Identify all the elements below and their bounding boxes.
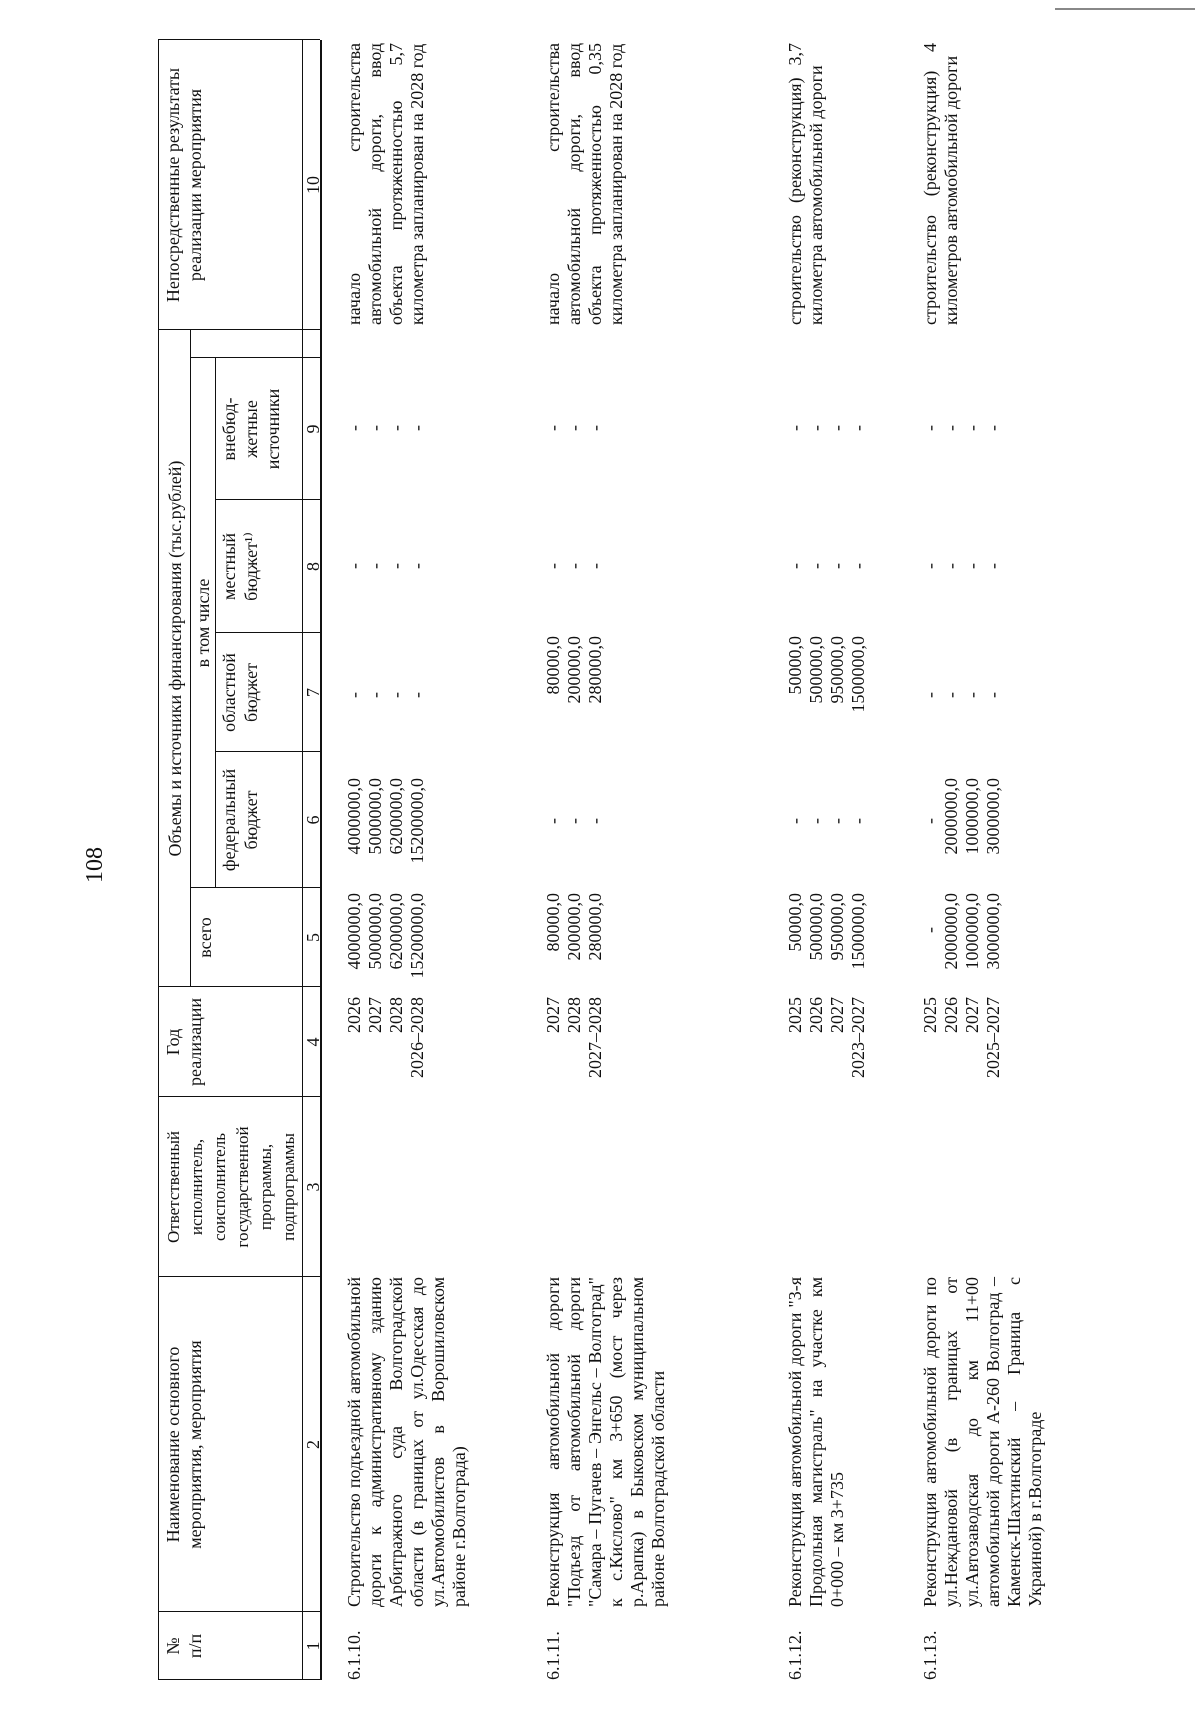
column-number: 9 [303,424,323,434]
row-name: Реконструкция автомобильной дороги по ул.Неждановой (в границах от ул.Автозаводская до км 11+00 автомобильной дороги А-260 Волгоград – Каменск-Шахтинский – Граница с Украиной) в г.Волгограде [920,1277,1045,1607]
column-number: 4 [303,1037,323,1047]
row-result: строительство (реконструкция) 4 километров автомобильной дороги [920,43,961,325]
header-in-total: в том числе [193,578,213,668]
row-number: 6.1.12. [785,1630,805,1680]
row-offbudget: - [407,425,427,431]
row-total: 280000,0 [585,893,605,961]
row-year: 2025–2027 [983,997,1003,1078]
row-year: 2027 [962,997,982,1033]
row-total: 50000,0 [785,893,805,952]
row-federal: - [848,818,868,824]
row-regional: - [407,692,427,698]
row-total: 1500000,0 [848,893,868,970]
row-offbudget: - [386,425,406,431]
row-regional: 500000,0 [806,636,826,704]
header-executor: Ответственный исполнитель, соисполнитель государственной программы, подпрограммы [164,1126,298,1248]
row-federal: - [785,818,805,824]
row-total: 1000000,0 [962,893,982,970]
column-number: 5 [303,933,323,942]
row-offbudget: - [920,425,940,431]
row-regional: - [386,692,406,698]
row-number: 6.1.13. [920,1630,940,1680]
row-offbudget: - [962,425,982,431]
row-offbudget: - [983,425,1003,431]
row-federal: - [806,818,826,824]
row-regional: - [365,692,385,698]
row-regional: 200000,0 [564,636,584,704]
row-total: 80000,0 [543,893,563,952]
row-offbudget: - [365,425,385,431]
row-regional: 80000,0 [543,636,563,695]
row-federal: 2000000,0 [941,778,961,855]
row-total: 6200000,0 [386,893,406,970]
row-total: 4000000,0 [344,893,364,970]
row-local: - [344,563,364,569]
header-total: всего [195,917,215,958]
row-regional: - [962,692,982,698]
row-year: 2026 [344,997,364,1033]
row-total: 500000,0 [806,893,826,961]
row-federal: 4000000,0 [344,778,364,855]
column-number: 2 [303,1440,323,1449]
column-number: 3 [303,1182,323,1192]
row-total: 950000,0 [827,893,847,961]
row-regional: - [920,692,940,698]
row-federal: - [543,818,563,824]
row-local: - [564,563,584,569]
row-total: - [920,927,940,933]
row-local: - [543,563,563,569]
row-year: 2026–2028 [407,997,427,1078]
row-year: 2027–2028 [585,997,605,1078]
row-regional: 50000,0 [785,636,805,695]
row-federal: - [585,818,605,824]
row-name: Строительство подъездной автомобильной дороги к административному зданию Арбитражного суда Волгоградской области (в границах от ул.Одесская до ул.Автомобилистов в Ворошиловском районе г.Волгограда) [344,1277,469,1607]
header-offbudget: внебюд- жетные источники [219,388,283,470]
row-regional: - [344,692,364,698]
row-total: 15200000,0 [407,893,427,979]
row-local: - [962,563,982,569]
row-local: - [386,563,406,569]
header-federal: федеральный бюджет [219,768,261,872]
row-regional: 280000,0 [585,636,605,704]
row-local: - [827,563,847,569]
row-offbudget: - [848,425,868,431]
row-regional: - [941,692,961,698]
row-federal: 1000000,0 [962,778,982,855]
row-number: 6.1.10. [344,1630,364,1680]
row-year: 2026 [941,997,961,1033]
row-result: начало строительства автомобильной дороги, ввод объекта протяженностью 0,35 километра запланирован на 2028 год [543,43,626,325]
header-regional: областной бюджет [219,653,261,732]
row-local: - [585,563,605,569]
row-local: - [806,563,826,569]
row-federal: 3000000,0 [983,778,1003,855]
row-federal: - [920,818,940,824]
row-local: - [365,563,385,569]
row-federal: - [827,818,847,824]
row-year: 2028 [386,997,406,1033]
row-total: 3000000,0 [983,893,1003,970]
row-year: 2026 [806,997,826,1033]
row-year: 2025 [920,997,940,1033]
row-local: - [407,563,427,569]
column-number: 6 [303,815,323,825]
row-regional: - [983,692,1003,698]
row-federal: 6200000,0 [386,778,406,855]
row-offbudget: - [827,425,847,431]
row-local: - [920,563,940,569]
header-number: № п/п [163,1633,205,1659]
row-offbudget: - [941,425,961,431]
header-financing: Объемы и источники финансирования (тыс.рублей) [165,460,185,857]
row-number: 6.1.11. [543,1631,563,1680]
column-number: 1 [303,1641,323,1651]
row-federal: 15200000,0 [407,778,427,864]
header-name: Наименование основного мероприятия, мероприятия [163,1340,205,1549]
row-offbudget: - [785,425,805,431]
column-number: 8 [303,562,323,571]
row-result: строительство (реконструкция) 3,7 километра автомобильной дороги [785,43,826,325]
row-year: 2027 [543,997,563,1033]
column-number: 7 [303,688,323,697]
row-federal: - [564,818,584,824]
row-year: 2023–2027 [848,997,868,1078]
row-offbudget: - [585,425,605,431]
row-total: 200000,0 [564,893,584,961]
row-total: 5000000,0 [365,893,385,970]
row-name: Реконструкция автомобильной дороги "3-я Продольная магистраль" на участке км 0+000 – км 3+735 [785,1277,847,1607]
row-regional: 950000,0 [827,636,847,704]
row-local: - [941,563,961,569]
column-number: 10 [303,176,323,194]
row-regional: 1500000,0 [848,636,868,713]
row-name: Реконструкция автомобильной дороги "Подъезд от автомобильной дороги "Самара – Пугачев – Энгельс – Волгоград" к с.Кислово" км 3+650 (мост через р.Арапка) в Быковском муниципальном районе Волгоградской области [543,1277,668,1607]
row-total: 2000000,0 [941,893,961,970]
row-local: - [785,563,805,569]
row-federal: 5000000,0 [365,778,385,855]
row-result: начало строительства автомобильной дороги, ввод объекта протяженностью 5,7 километра запланирован на 2028 год [344,43,427,325]
row-year: 2025 [785,997,805,1033]
row-offbudget: - [543,425,563,431]
row-offbudget: - [806,425,826,431]
row-year: 2027 [827,997,847,1033]
row-local: - [848,563,868,569]
header-year: Год реализации [163,998,205,1086]
row-offbudget: - [344,425,364,431]
row-year: 2028 [564,997,584,1033]
row-local: - [983,563,1003,569]
row-offbudget: - [564,425,584,431]
header-local: местный бюджет¹⁾ [219,532,261,601]
header-results: Непосредственные результаты реализации мероприятия [163,67,205,303]
row-year: 2027 [365,997,385,1033]
page-number: 108 [82,847,108,883]
